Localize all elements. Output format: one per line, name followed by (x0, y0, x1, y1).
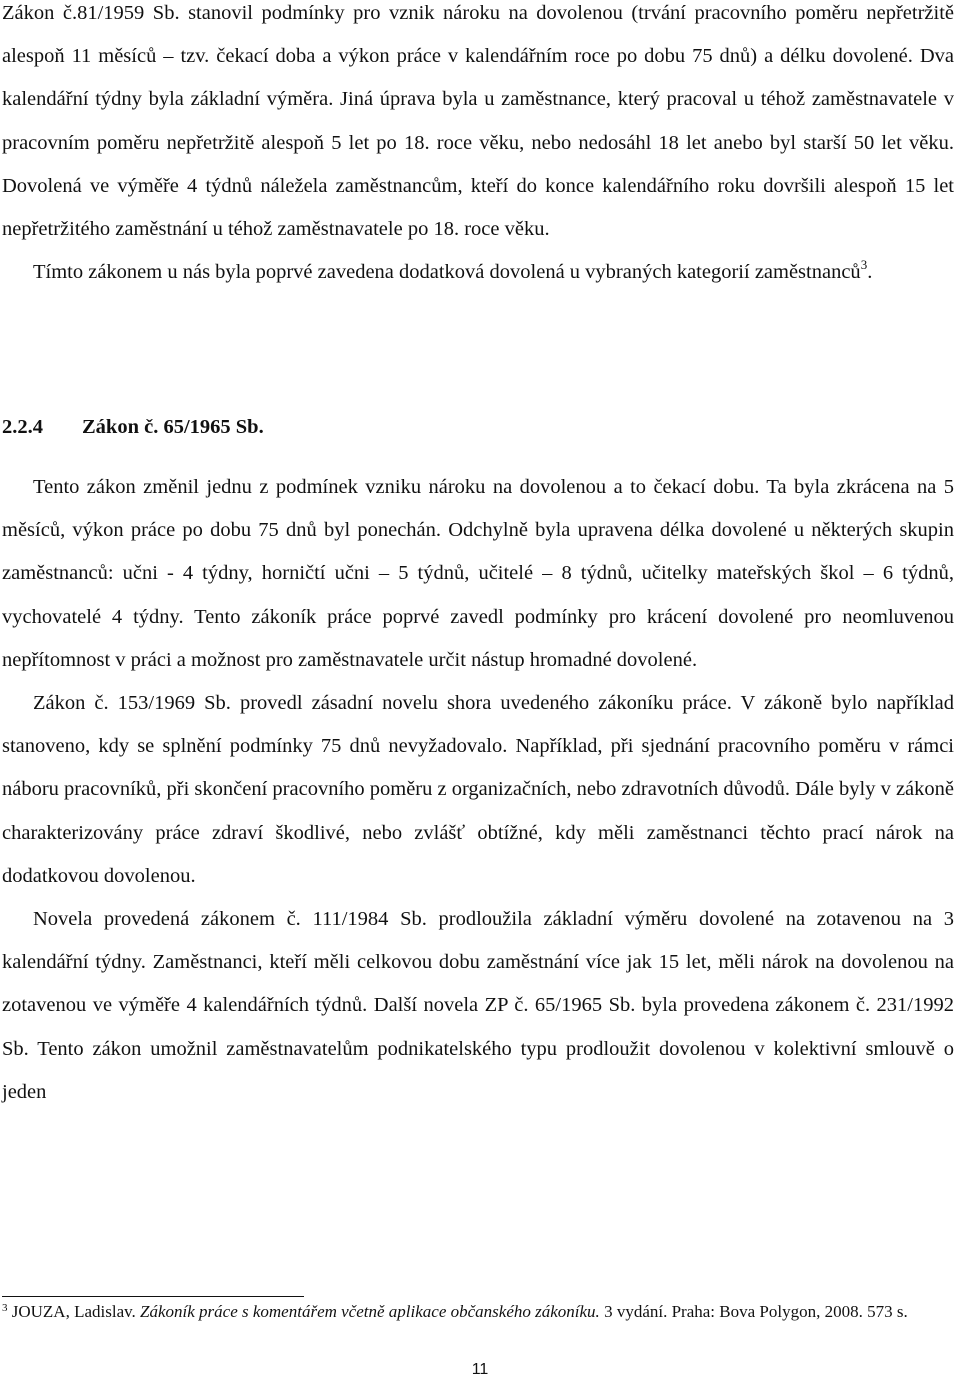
footnote-rest: 3 vydání. Praha: Bova Polygon, 2008. 573 s. (604, 1302, 908, 1321)
paragraph-text: Novela provedená zákonem č. 111/1984 Sb. prodloužila základní výměru dovolené na zotavenou na 3 kalendářní týdny. Zaměstnanci, kteří měli celkovou dobu zaměstnání více jak 15 let, měli nárok na dovolenou na zotavenou ve výměře 4 kalendářních týdnů. Další novela ZP č. 65/1965 Sb. byla provedena zákonem č. 231/1992 Sb. Tento zákon umožnil zaměstnavatelům podnikatelského typu prodloužit dovolenou v kolektivní smlouvě o jeden (2, 908, 954, 1103)
footnote-author: JOUZA, Ladislav. (11, 1302, 136, 1321)
paragraph-zakon-81-1959 (2, 0, 954, 251)
paragraph-text: Zákon č. 153/1969 Sb. provedl zásadní novelu shora uvedeného zákoníku práce. V zákoně bylo například stanoveno, kdy se splnění podmínky 75 dnů nevyžadovalo. Například, při sjednání pracovního poměru v rámci náboru pracovníků, při skončení pracovního poměru z organizačních, nebo zdravotních důvodů. Dále byly v zákoně charakterizovány práce zdraví škodlivé, nebo zvlášť obtížné, kdy měli zaměstnanci těchto prací nárok na dodatkovou dovolenou. (2, 692, 954, 887)
paragraph-tail: . (867, 261, 873, 284)
section-title: Zákon č. 65/1965 Sb. (82, 416, 264, 438)
paragraph-dodatkova-dovolena (2, 251, 954, 294)
body-text-top (2, 0, 954, 294)
footnote-reference[interactable]: 3 (860, 257, 868, 273)
paragraph-text: Zákon č.81/1959 Sb. stanovil podmínky pro vznik nároku na dovolenou (trvání pracovního poměru nepřetržitě alespoň 11 měsíců – tzv. čekací doba a výkon práce v kalendářním roce po dobu 75 dnů) a délku dovolené. Dva kalendářní týdny byla základní výměra. Jiná úprava byla u zaměstnance, který pracoval u téhož zaměstnavatele v pracovním poměru nepřetržitě alespoň 5 let po 18. roce věku, nebo nedosáhl 18 let anebo byl starší 50 let věku. Dovolená ve výměře 4 týdnů náležela zaměstnancům, kteří do konce kalendářního roku dovršili alespoň 15 let nepřetržitého zaměstnání u téhož zaměstnavatele po 18. roce věku. (2, 2, 954, 241)
paragraph-zakon-153-1969 (2, 682, 954, 898)
footnote (2, 1300, 952, 1324)
paragraph-text: Tímto zákonem u nás byla poprvé zavedena dodatková dovolená u vybraných kategorií zaměstnanců (33, 261, 861, 284)
paragraph-zakon-65-1965 (2, 466, 954, 682)
paragraph-novela-111-1984 (2, 898, 954, 1114)
paragraph-text: Tento zákon změnil jednu z podmínek vzniku nároku na dovolenou a to čekací dobu. Ta byla zkrácena na 5 měsíců, výkon práce po dobu 75 dnů byl ponechán. Odchylně byla upravena délka dovolené u některých skupin zaměstnanců: učni - 4 týdny, horničtí učni – 5 týdnů, učitelé – 8 týdnů, učitelky mateřských škol – 6 týdnů, vychovatelé 4 týdny. Tento zákoník práce poprvé zavedl podmínky pro krácení dovolené pro neomluvenou nepřítomnost v práci a možnost pro zaměstnavatele určit nástup hromadné dovolené. (2, 476, 954, 671)
footnote-title: Zákoník práce s komentářem včetně aplikace občanského zákoníku. (140, 1302, 600, 1321)
section-number: 2.2.4 (2, 416, 43, 438)
body-text-bottom (2, 466, 954, 1114)
footnote-number: 3 (2, 1302, 8, 1314)
footnote-separator (2, 1296, 304, 1297)
page-number: 11 (471, 1361, 489, 1378)
section-heading (2, 406, 264, 449)
